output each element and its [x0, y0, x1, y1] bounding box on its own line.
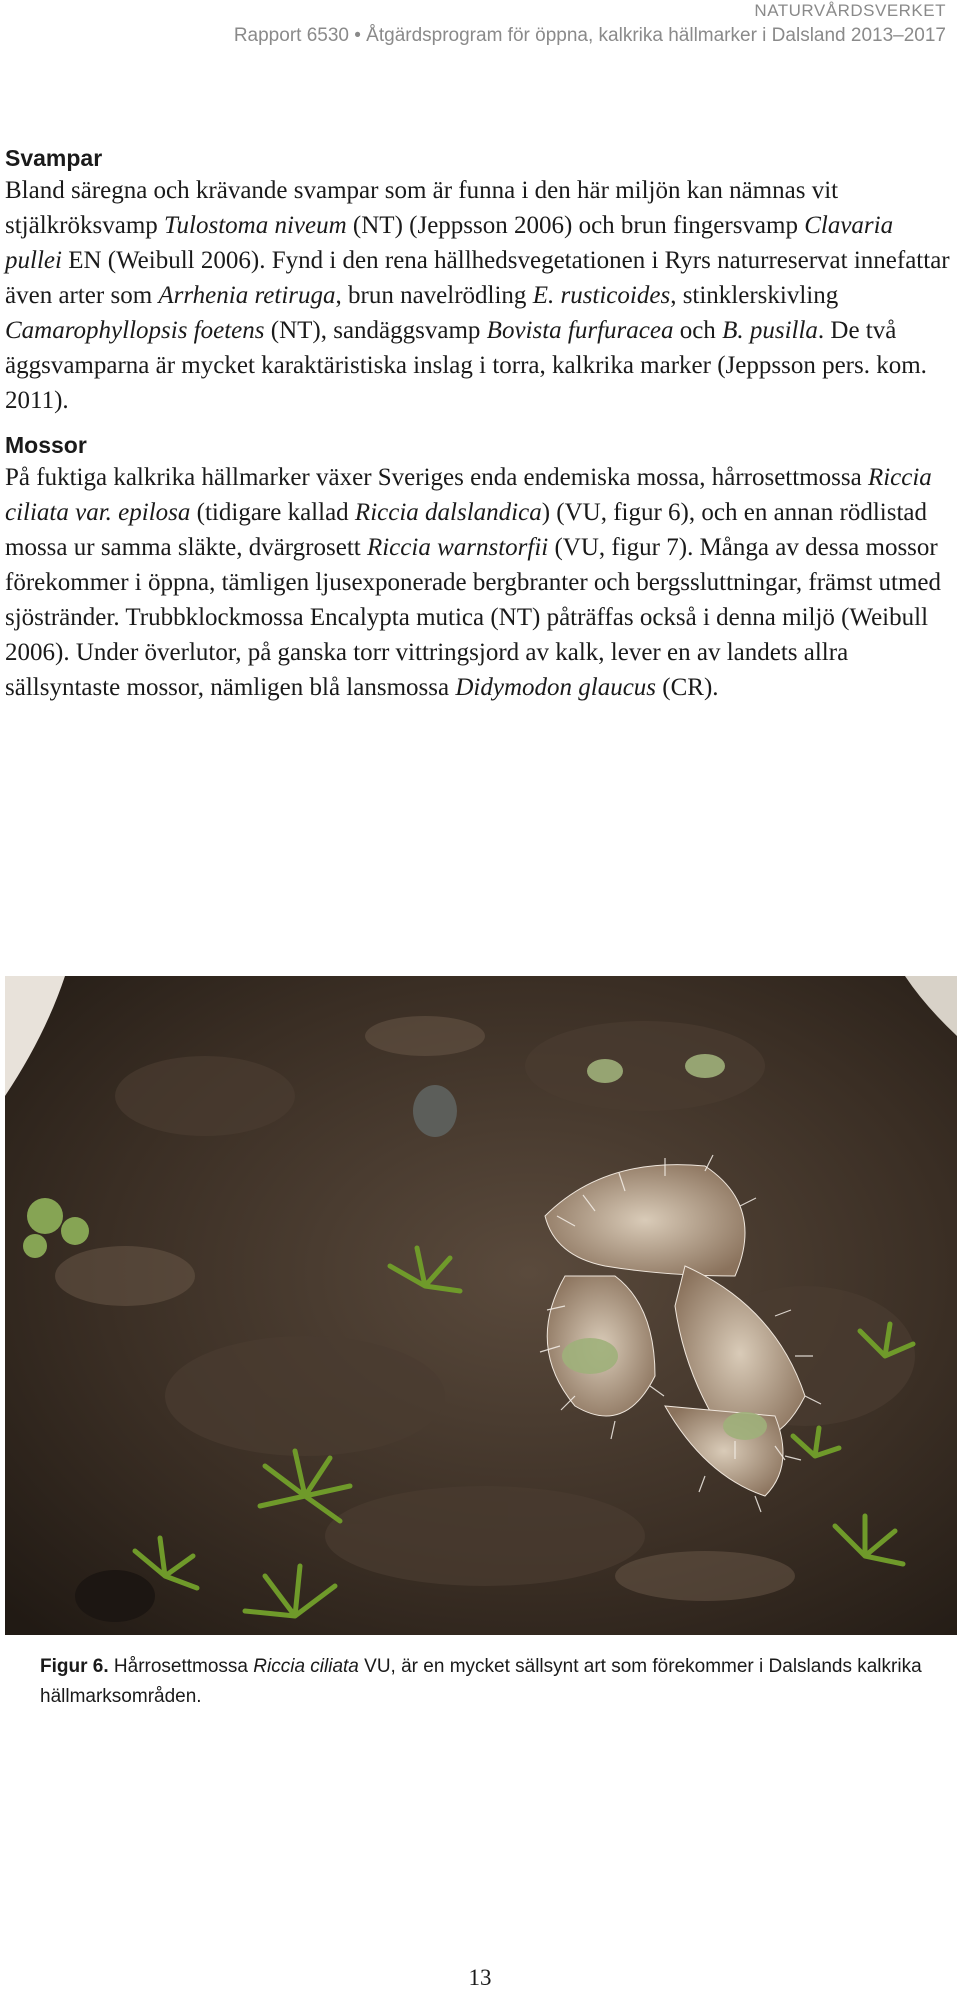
- text-run: EN (Weibull 2006). Fynd i den rena hällhedsvegetationen i Ryrs naturreservat innefattar även arter som: [5, 247, 950, 309]
- text-run: Bland säregna och krävande svampar som är funna i den här miljön kan nämnas vit stjälkröksvamp: [5, 177, 839, 239]
- text-run: . De två äggsvamparna är mycket karaktäristiska inslag i torra, kalkrika marker (Jeppsson pers. kom. 2011).: [5, 317, 927, 414]
- text-run: (CR).: [656, 674, 719, 701]
- species-name: Camarophyllopsis foetens: [5, 317, 265, 344]
- text-run: (VU, figur 7). Många av dessa mossor förekommer i öppna, tämligen ljusexponerade bergbranter och bergssluttningar, främst utmed sjöstränder. Trubbklockmossa Encalypta mutica (NT) påträffas också i denna miljö (Weibull 2006). Under överlutor, på ganska torr vittringsjord av kalk, lever en av landets allra sällsyntaste mossor, nämligen blå lansmossa: [5, 534, 941, 701]
- header-report-title: Rapport 6530 • Åtgärdsprogram för öppna, kalkrika hällmarker i Dalsland 2013–2017: [233, 25, 946, 46]
- species-name: Riccia ciliata var. epilosa: [5, 464, 932, 526]
- species-name: Riccia dalslandica: [354, 499, 542, 526]
- text-run: VU, är en mycket sällsynt art som förekommer i Dalslands kalkrika hällmarksområden.: [40, 1656, 922, 1707]
- text-run: (tidigare kallad: [190, 499, 355, 526]
- text-run: På fuktiga kalkrika hällmarker växer Sveriges enda endemiska mossa, hårrosettmossa: [5, 464, 868, 491]
- header-organization: NATURVÅRDSVERKET: [754, 1, 946, 20]
- species-name: B. pusilla: [722, 317, 818, 344]
- text-run: , brun navelrödling: [335, 282, 533, 309]
- text-run: Hårrosettmossa: [108, 1656, 254, 1677]
- figure-photo-moss: [5, 976, 957, 1635]
- species-name: Riccia warnstorfii: [366, 534, 549, 561]
- figure-caption: [40, 1652, 950, 1712]
- text-run: , stinklerskivling: [670, 282, 839, 309]
- species-name: Didymodon glaucus: [455, 674, 657, 701]
- species-name: Bovista furfuracea: [486, 317, 674, 344]
- moss-photo-illustration: [5, 976, 957, 1635]
- species-name: Tulostoma niveum: [164, 212, 347, 239]
- text-run: (NT) (Jeppsson 2006) och brun fingersvamp: [346, 212, 805, 239]
- text-run: och: [673, 317, 723, 344]
- section-heading-svampar: Svampar: [5, 145, 103, 171]
- species-name: Arrhenia retiruga: [158, 282, 336, 309]
- main-content: [5, 143, 955, 717]
- paragraph-svampar: [5, 173, 955, 418]
- page-header: [234, 0, 946, 50]
- text-run: ) (VU, figur 6), och en annan rödlistad mossa ur samma släkte, dvärgrosett: [5, 499, 928, 561]
- text-run: (NT), sandäggsvamp: [264, 317, 487, 344]
- paragraph-mossor: [5, 460, 955, 705]
- species-name: Clavaria pullei: [5, 212, 894, 274]
- figure-label: Figur 6.: [40, 1656, 109, 1677]
- section-heading-mossor: Mossor: [5, 432, 87, 458]
- species-name: E. rusticoides: [532, 282, 671, 309]
- species-name: Riccia ciliata: [253, 1656, 359, 1677]
- page-number: 13: [468, 1965, 492, 1990]
